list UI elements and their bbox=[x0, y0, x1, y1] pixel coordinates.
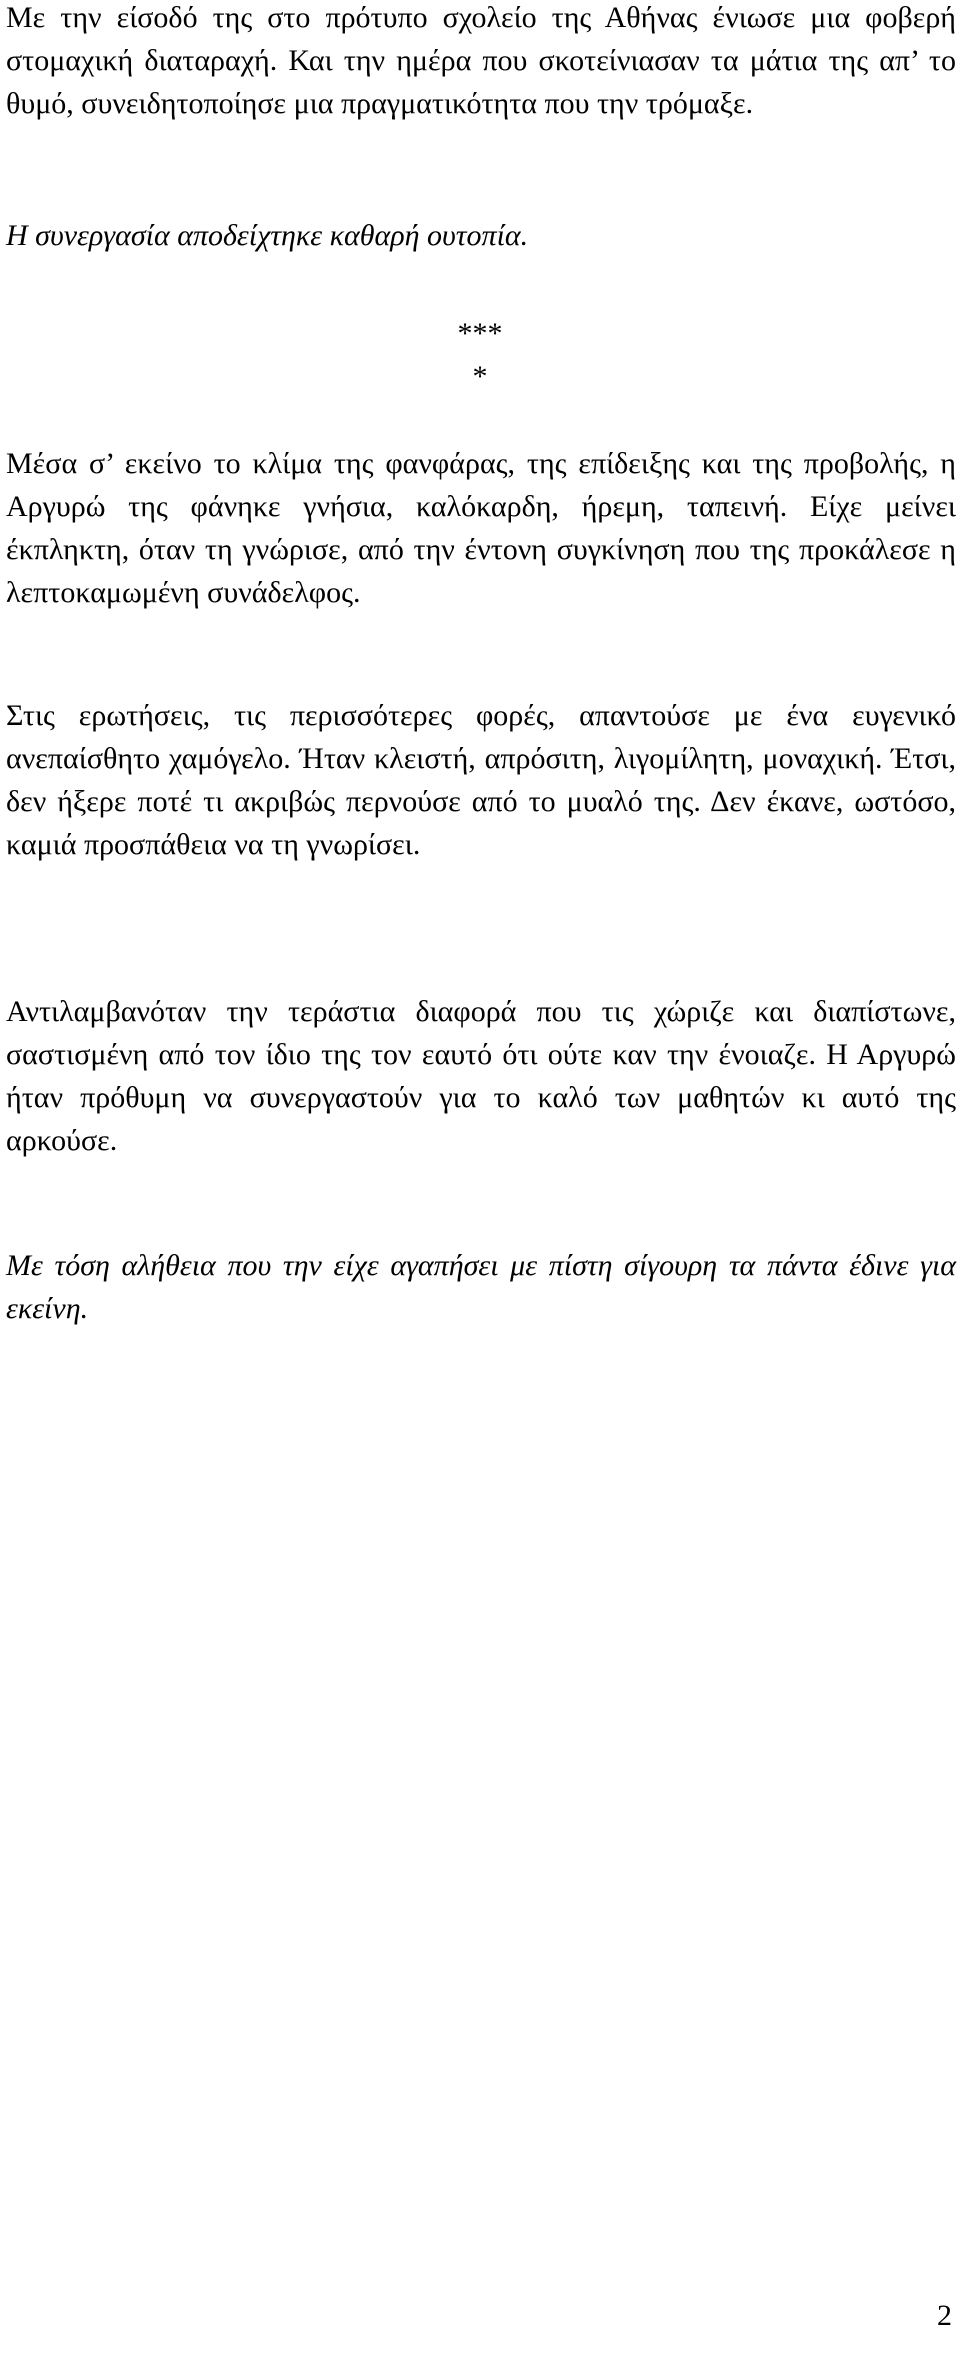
paragraph-difference: Αντιλαμβανόταν την τεράστια διαφορά που τις χώριζε και διαπίστωνε, σαστισμένη από τον ίδιο της τον εαυτό ότι ούτε καν την ένοιαζε. Η Αργυρώ ήταν πρόθυμη να συνεργαστούν για το καλό των μαθητών κι αυτό της αρκούσε. bbox=[6, 995, 956, 1157]
paragraph-questions-smile: Στις ερωτήσεις, τις περισσότερες φορές, απαντούσε με ένα ευγενικό ανεπαίσθητο χαμόγελο. Ήταν κλειστή, απρόσιτη, λιγομίλητη, μοναχική. Έτσι, δεν ήξερε ποτέ τι ακριβώς περνούσε από το μυαλό της. Δεν έκανε, ωστόσο, καμιά προσπάθεια να τη γνωρίσει. bbox=[6, 699, 956, 861]
separator-stars-line-1: *** bbox=[457, 317, 503, 350]
paragraph-cooperation-utopia: Η συνεργασία αποδείχτηκε καθαρή ουτοπία. bbox=[6, 219, 529, 252]
paragraph-argyro-description: Μέσα σ’ εκείνο το κλίμα της φανφάρας, της επίδειξης και της προβολής, η Αργυρώ της φάνηκε γνήσια, καλόκαρδη, ήρεμη, ταπεινή. Είχε μείνει έκπληκτη, όταν τη γνώρισε, από την έντονη συγκίνηση που της προκάλεσε η λεπτοκαμωμένη συνάδελφος. bbox=[6, 447, 956, 609]
paragraph-school-arrival: Με την είσοδό της στο πρότυπο σχολείο της Αθήνας ένιωσε μια φοβερή στομαχική διαταραχή. Και την ημέρα που σκοτείνιασαν τα μάτια της απ’ το θυμό, συνειδητοποίησε μια πραγματικότητα που την τρόμαξε. bbox=[6, 1, 956, 120]
separator-stars-line-2: * bbox=[472, 360, 488, 393]
page-number: 2 bbox=[937, 2299, 952, 2332]
paragraph-love-faith: Με τόση αλήθεια που την είχε αγαπήσει με πίστη σίγουρη τα πάντα έδινε για εκείνη. bbox=[6, 1249, 956, 1325]
